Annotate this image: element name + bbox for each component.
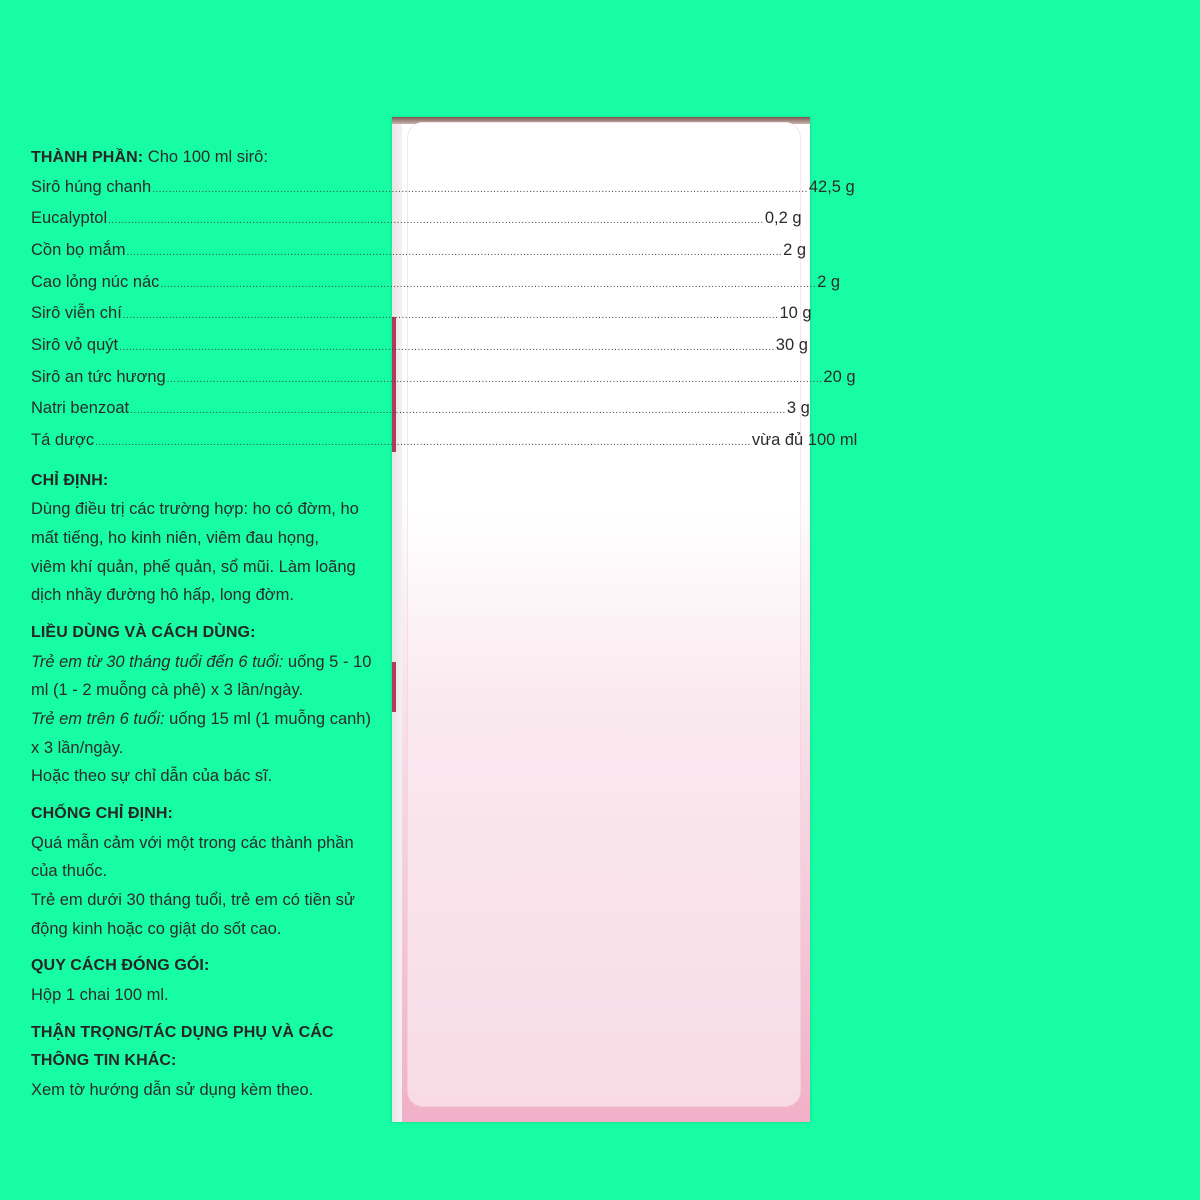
ingredient-list [31, 173, 858, 458]
ingredient-name: Natri benzoat [31, 399, 130, 418]
ingredient-amount: vừa đủ 100 ml [751, 431, 858, 450]
dot-leader: ........................................................................................................................................................................................................ [95, 437, 751, 449]
product-box-side-panel [392, 117, 810, 1122]
ingredient-name: Sirô húng chanh [31, 177, 152, 196]
dosage-section [31, 619, 400, 791]
contraindications-line: của thuốc. [31, 862, 108, 881]
ingredient-row [31, 363, 856, 395]
ingredient-row [31, 236, 807, 268]
indications-line: viêm khí quản, phế quản, sổ mũi. Làm loãng [31, 557, 356, 576]
contraindications-heading: CHỐNG CHỈ ĐỊNH: [31, 805, 173, 823]
contraindications-line: Trẻ em dưới 30 tháng tuổi, trẻ em có tiền sử [31, 891, 355, 910]
ingredient-row [31, 331, 808, 363]
ingredient-row [31, 204, 802, 236]
indications-line: mất tiếng, ho kinh niên, viêm đau họng, [31, 529, 320, 548]
composition-heading: THÀNH PHẦN: [31, 149, 144, 166]
ingredient-amount: 2 g [817, 272, 841, 291]
ingredient-name: Sirô vỏ quýt [31, 336, 119, 355]
dosage-group1 [31, 648, 400, 677]
contraindications-section [31, 800, 400, 943]
dot-leader: ........................................................................................................................................................................................................ [166, 373, 823, 385]
dosage-group1-text: uống 5 - 10 [283, 652, 372, 671]
ingredient-amount: 20 g [823, 367, 856, 386]
dot-leader: ........................................................................................................................................................................................................ [130, 405, 786, 417]
indications-section [31, 467, 400, 610]
ingredient-amount: 30 g [775, 336, 808, 355]
ingredient-row [31, 299, 812, 331]
ingredient-row [31, 173, 855, 205]
packaging-text: Hộp 1 chai 100 ml. [31, 985, 169, 1004]
precautions-heading-line2: THÔNG TIN KHÁC: [31, 1052, 177, 1070]
indications-line: Dùng điều trị các trường hợp: ho có đờm, ho [31, 500, 359, 519]
dosage-heading: LIỀU DÙNG VÀ CÁCH DÙNG: [31, 624, 256, 642]
ingredient-name: Eucalyptol [31, 209, 108, 228]
dosage-group1-line2: ml (1 - 2 muỗng cà phê) x 3 lần/ngày. [31, 681, 304, 700]
dosage-group2-text: uống 15 ml (1 muỗng canh) [164, 710, 371, 729]
precautions-section [31, 1019, 400, 1105]
dosage-group2-line2: x 3 lần/ngày. [31, 738, 124, 757]
dosage-group2-label: Trẻ em trên 6 tuổi: [31, 710, 165, 729]
ingredient-row [31, 426, 858, 458]
label-text [31, 143, 858, 1104]
composition-header [31, 143, 400, 173]
ingredient-name: Cồn bọ mắm [31, 240, 126, 259]
dot-leader: ........................................................................................................................................................................................................ [108, 215, 764, 227]
contraindications-line: Quá mẫn cảm với một trong các thành phần [31, 833, 354, 852]
dot-leader: ........................................................................................................................................................................................................ [122, 310, 779, 322]
precautions-text: Xem tờ hướng dẫn sử dụng kèm theo. [31, 1080, 314, 1099]
ingredient-name: Sirô an tức hương [31, 367, 166, 386]
ingredient-name: Tá dược [31, 431, 95, 450]
dosage-group2 [31, 705, 400, 734]
ingredient-amount: 2 g [783, 240, 807, 259]
packaging-section [31, 952, 400, 1009]
dot-leader: ........................................................................................................................................................................................................ [119, 342, 775, 354]
ingredient-name: Cao lỏng núc nác [31, 272, 160, 291]
indications-line: dịch nhầy đường hô hấp, long đờm. [31, 586, 294, 605]
ingredient-amount: 10 g [779, 304, 812, 323]
dot-leader: ........................................................................................................................................................................................................ [160, 278, 817, 290]
contraindications-line: động kinh hoặc co giật do sốt cao. [31, 919, 282, 938]
precautions-heading-line1: THẬN TRỌNG/TÁC DỤNG PHỤ VÀ CÁC [31, 1023, 334, 1041]
ingredient-amount: 42,5 g [808, 177, 855, 196]
ingredient-row [31, 394, 810, 426]
composition-subtitle: Cho 100 ml sirô: [147, 148, 268, 166]
ingredient-amount: 3 g [786, 399, 810, 418]
indications-heading: CHỈ ĐỊNH: [31, 471, 109, 489]
ingredient-amount: 0,2 g [764, 209, 802, 228]
ingredient-name: Sirô viễn chí [31, 304, 122, 323]
dot-leader: ........................................................................................................................................................................................................ [126, 246, 783, 258]
dosage-group1-label: Trẻ em từ 30 tháng tuổi đến 6 tuổi: [31, 652, 284, 671]
ingredient-row [31, 268, 841, 300]
dosage-note: Hoặc theo sự chỉ dẫn của bác sĩ. [31, 767, 273, 786]
packaging-heading: QUY CÁCH ĐÓNG GÓI: [31, 957, 210, 975]
dot-leader: ........................................................................................................................................................................................................ [152, 183, 808, 195]
